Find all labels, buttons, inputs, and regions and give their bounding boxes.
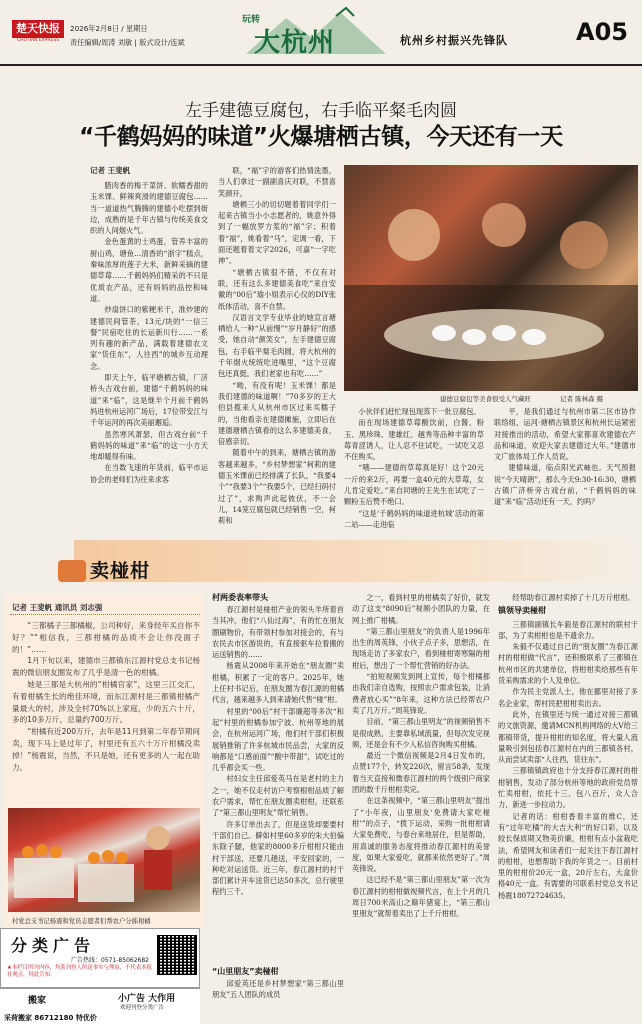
paragraph: 目前，“第三都山里明友”的视频销售不是很成熟，主要靠私域流量，但每次发完视频，还是会有不少人私信咨询购买柑橘。	[352, 717, 490, 749]
article1-col2	[218, 165, 336, 540]
paragraph: 在这条视频中，“第三都山里明友”提出了“小年夜，山里朋友‘免费请大家吃椪柑’”的点子，“拨下运动，采购一批柑柑请大家免费吃，与春台来地居住，但是帮助，用真诚的服务态度将推动春江源村的美誉度，如果大家爱吃，就都来依然更好了。”周英锋说。	[352, 796, 490, 874]
paragraph: 小伙伴们赶忙现包现蒸下一批豆腐包。	[358, 407, 481, 416]
small-ad-sub: 欢迎刊登分类广告	[120, 1005, 165, 1011]
paragraph: 杨震从2008年来开始在“朋友圈”卖柑橘，积累了一定的客户。2025年，她上任村书记后，在朋友圈为春江源的柑橘代言，越来越多人到来请她代售“椪”柑。	[212, 661, 344, 705]
dotted-divider	[10, 614, 200, 615]
article2-subhead-1: 村两委表率带头	[212, 593, 268, 602]
food-stall-photo-icon	[344, 165, 638, 391]
article2-photo	[8, 808, 200, 912]
column-brand	[236, 4, 406, 62]
paragraph: 1月下旬以来，建德市三都镇东江源村党总支书记杨震的微信朋友圈发布了几乎是清一色的柑橘。	[12, 656, 200, 678]
paragraph: “呦，有没有呢！玉米馃！都是我们建德的味道啊！”70多岁的王大伯县揽来人从杭州市区过来买糯子的，当他看亲在建德摊施，立即后在建德塘栖古镇看的这么多建德美食，倍感亲切。	[218, 380, 336, 447]
paragraph: 塘栖三小的切切题着着同学们一起来古镇当小小志愿者的，姚意外得到了一幅放罗方浆的“福”字；积着着“福”，姚看着“马”，定调一看，下面还题着着文字2026，可嘉“一字吃神”。	[218, 199, 336, 266]
ads-title: 分类广告	[11, 936, 96, 955]
paragraph: 平，是我们通过与杭州市第二区市协作联络组、运河·塘栖古镇景区和杭州长运紧密对接推出的活动，希望大家都喜欢建德农产品和味道，欢迎大家去建德过大年。”建德市文广旅体局工作人员说。	[494, 407, 636, 462]
moving-label: 搬家	[28, 996, 47, 1006]
article2-header-band	[74, 540, 642, 582]
paragraph: “柑橘有近200万斤，去年是11月到第二年春节期间卖，现下马上是过年了，村里还有五六十万斤柑橘没卖掉！”杨震说，当然，不只是她，还有更多的人一起在助力。	[12, 727, 200, 772]
article2-photo-caption: 村党总支书记杨震和党员志愿者们帮农户分拣柑橘	[12, 918, 151, 925]
paragraph: 虽然寒风萧瑟，但古戏台前“千鹤妈妈的味道”来“临”的这一小方天地却暖得有味。	[90, 429, 208, 462]
article1-photo	[344, 165, 638, 391]
article1-photo-caption: 建德豆腐包等美食很受人气藏旺	[440, 395, 531, 403]
paragraph: “拍短视频发到网上宣传，每个柑橘都由我们亲自选购，按照农户需求包装，让消费者放心买”“8年来，这种方法已经帮农户卖了几万斤。”周英锋说。	[352, 672, 490, 715]
paragraph: 而在现场建德草莓酸饮前，白酱、粉玉、黑珍珠、建雄红、越秀等品种丰富的草莓青涩诱人，让人忍不住试吃，一试吃又忍不住购买。	[344, 418, 484, 462]
article2-intro-box	[4, 594, 204, 928]
page-number: A05	[576, 18, 628, 46]
qr-code-icon[interactable]	[157, 935, 197, 975]
editors-line: 责任编辑/周涛 刘敏 | 版式设计/连斌	[70, 38, 185, 47]
paragraph: “塘栖古镇很不错，不仅有对联，还有这么多建德美食吃”来自安徽的“00后”瑜小姐表示心仪的DIY张纸体活动，喜不自禁。	[218, 267, 336, 311]
paragraph: 建德味道，临点阳光武岫也。天气预报说“今天晴朗”，那么今天9:30-16:30，塘栖古镇广济桥旁古戏台前，“千鹤妈妈的味道”来“临”活动还有一天，约吗？	[494, 463, 636, 507]
brand-top-text: 玩转	[242, 15, 261, 25]
paragraph: 村里的“00后”村干部廉超等多次“和起”村里的柑橘参加宁波、杭州等地的展会，在杭州运河广场，他们村干部们积极展销推销了许多杭城市民品尝，大家的反响都是“口感前面”“酸中带甜”，试吃过的几乎都会买一些。	[212, 706, 344, 773]
orange-tag-icon	[58, 560, 86, 582]
paragraph: 此外，在镇里还与统一通过对接三都镇的文旅资源，邀请MCN机构网络的大V给三都镇带货，提升柑柑的知名度，将大量人流量吸引到包括春江源村在内的三都镇各村，从而尝试卖部“人往西，货往东”。	[498, 709, 638, 765]
brand-main-text: 大杭州	[254, 28, 336, 58]
paragraph: 腊肉香的梅干菜饼、软糯香甜的玉米馃、鲜辣爽滑的建德豆腐包……当一道道热气腾腾的建德小吃摆到街边，成熟的是千年古镇与传统美食交织的人间烟火气。	[90, 181, 208, 236]
paragraph: 在当数飞速的年货前，临平市运协会的老师们为往来求客	[90, 463, 208, 484]
article1-photo-credit: 记者 陈林森 摄	[560, 395, 604, 403]
classified-ads-box	[0, 928, 200, 988]
paragraph: 最近一个微信视频是2月4日发布的，点赞177个，转发220次，留言58条，发现着当天直接和微春江源村的两个级别户商家团的数千斤柑柑卖完。	[352, 751, 490, 795]
article1-author: 记者 王斐帆	[90, 166, 131, 175]
paragraph: 三都镇副镇长车毅是春江源村的联村干部，为了卖柑柑也是不遗余力。	[498, 619, 638, 640]
article2-title: 卖椪柑	[90, 560, 151, 582]
paragraph: 随着中午的到来，塘栖古镇的游客越来越多，“乡村梦想家”柯莉的建德玉米馃前已经排满了长队，“我要4个”“我要3个”“我要5个，已经扫码付过了”，求购声此起彼伏，不一会儿，14笼豆腐包就已经销售一空，柯莉和	[218, 448, 336, 526]
paragraph: 经帮助春江源村卖掉了十几万斤柑柑。	[512, 593, 635, 602]
section-name: 杭州乡村振兴先锋队	[400, 34, 508, 47]
paragraph: 联，“福”字的游客们热情洗墨，当人们拿过一副副喜庆对联，不禁喜笑颜开。	[218, 166, 336, 198]
citrus-crates-photo-icon	[8, 808, 200, 912]
paragraph: 村妇女主任邱爱英马在是老村的主力之一，她不仅走村访户考察根柑品质了解农户需求，帮忙在朋友圈卖柑柑，还联系了“第三都山里明友”帮忙销售。	[212, 774, 344, 818]
issue-date: 2026年2月8日 / 星期日	[70, 24, 148, 33]
article2-author: 记者 王斐帆 通讯员 刘志强	[12, 603, 103, 612]
moving-ad-text: 采荷搬家 86712180 特优价	[4, 1014, 97, 1022]
newspaper-logo-sub: CHUTIAN EXPRESS	[16, 38, 60, 43]
paragraph: 金色蛋黄的土鸡蛋，管养丰富的厨山鸡，塘鱼…清香的“浙字”糕点，秦味浓厚的莲子大米，新鲜采摘的建德草莓……千鹤妈妈们精采的不只是优质农产品，还有妈妈的品控和味道。	[90, 237, 208, 303]
article2-intro	[12, 620, 200, 806]
ads-note: ★本栏目所刊内容，均系刊登人所送事实与理由，不代表本报社观点，特此告知。	[7, 965, 152, 978]
paragraph: “哦——建德的草莓真是好！这个20元一斤的来2斤，再要一盒40元的大草莓，女儿肯定爱吃。”来自同塘的王先生在试吃了一颗粉玉后赞不绝口。	[344, 463, 484, 507]
article2-subhead-3: 镇领导卖椪柑	[498, 606, 546, 616]
article2-subhead-2: “山里朋友”卖椪柑	[212, 967, 279, 976]
paragraph: “这是‘千鹤妈妈的味道进杭城’活动的第二站——走进临	[344, 508, 484, 529]
paragraph: 三都镇镇政府也十分支持春江源村的柑柑销售，发动了部分杭州等地的政府党员帮忙卖柑柑，依托十三、包八百斤，众人合力，新进一步拉动力。	[498, 766, 638, 810]
article1-col1	[90, 180, 208, 540]
paragraph: 即天上午，临平塘栖古镇，厂济桥头古戏台前，建德“千鹤妈妈的味道”来“临”，这是继半个月前千鹤妈妈进杭州运河广场后，17位带安江与千年运河的再次美丽邂逅。	[90, 373, 208, 428]
paragraph: “第三都山里朋友”的负责人是1996年出生的周英锋，小伙子点子多，思想活，在现场走访了多家农户，看到椪柑寄寒隔的柑柑后，想出了一个帮忙营销的好办法。	[352, 626, 490, 670]
small-ads-strip	[0, 988, 200, 1024]
ads-hotline: 广告热线：0571-85062682	[71, 957, 149, 964]
paragraph: 这已经不是“第三都山里朋友”第一次为春江源村的柑柑做视频代言，在上个月的几周日700米高山之巅年猪宴上，“第三都山里朋友”就帮着卖出了上千斤柑柑。	[352, 875, 490, 919]
paragraph: 朱毅不仅通过自己的“朋友圈”为春江源村的柑柑做“代言”，还积极联系了三都镇在杭州市区的共建单位，将柑柑卖给那些有年货采购需求的个人及单位。	[498, 642, 638, 686]
paragraph: “三都橘子三都橘椒，公司种好，来身经年买自你不好？”“相信我，三都柑橘的品质不会让你没面子的！”……	[12, 621, 200, 654]
article1-title: “千鹤妈妈的味道”火爆塘栖古镇，今天还有一天	[79, 124, 563, 150]
paragraph: 之一，看到村里的柑橘卖了好价，就发动了这支“8090后”视频小团队的力量，在网上推广柑橘。	[352, 593, 490, 625]
paragraph: 汉语言文学专业毕业的她宣言塘栖给人一种“从前慢”“岁月静好”的感受，她自动“颜笑女”，左手建德豆腐包，右手临平粲毛肉圆，将大杭州的千年烟火统统吃进嘴里，“这个豆腐包还真挺，我们老家也有吃……”	[218, 312, 336, 379]
article2-col1	[212, 604, 344, 962]
paragraph: 作为民主党派人士，他在挪里对接了多名企业家，帮村民把柑柑卖出去。	[498, 687, 638, 708]
article2-col3	[498, 592, 638, 1022]
header-rule	[0, 64, 642, 66]
paragraph: 春江源村是椪柑产业的领头羊所着首当其冲，他们“八仙过海”，有的忙在朋友圈刷物价，有带领村参加对接会的，有与农民去市区游说的，有直接驱车拉着搬的运送销售的……	[212, 605, 344, 660]
article1-col3	[344, 406, 484, 538]
paragraph: 邱爱英还是乡村梦想家“第三都山里朋友”五人团队的成员	[212, 979, 344, 1000]
paragraph: 记者的话：柑柑香着丰富的维C，还有“过年吃橘”的大吉大利“的好口彩，以及较长保质期又物美价廉，柑柑有点小盆栽吃法，希望网友和读者们一起关注下春江源村的柑柑，也想帮助下我的年货之一。目前村里的柑柑价20元一盒，20斤左右，大盒价格40元一盒。有需要的可联系村党总支书记杨震18072724635。	[498, 811, 638, 900]
article2-col2	[352, 592, 490, 1022]
page-header	[0, 0, 642, 64]
paragraph: 许多订单出去了，但是送货却要要村干部们自己。僻如村里60多岁的朱大伯偏东除子腿，他家的8000多斤柑柑只能由村干部送，还要几趟送，平安回家的，一种吃对运送货。近三年，春江源村的村干部们累计开车送货已达50多次，总行驶里程约三千。	[212, 819, 344, 897]
paragraph: 她是三都是大杭州的“柑橘官家”，这里三江交汇，有着柑橘生长的绝佳环境，而东江源村是三都镇柑橘产量最大的村，涉及全村70%以上家庭，少的五六十斤，多的10多万斤，总量约700万斤。	[12, 679, 200, 725]
paragraph: 炒扇饼口的紫粳米干，准炒建的建德民间管茶，13元/块的“一信三餐”民宿吃住的长运新川行……一系列有趣的新产品，满载着建德农文家“货佳东”，人往西”的城乡互动理念。	[90, 305, 208, 371]
article2-col1b	[212, 978, 344, 1022]
article1-subtitle: 左手建德豆腐包，右手临平粲毛肉圆	[185, 101, 457, 121]
newspaper-logo: 楚天快报	[12, 20, 64, 38]
article1-col4	[494, 406, 636, 538]
small-ad-slogan: 小广告 大作用	[118, 994, 176, 1004]
